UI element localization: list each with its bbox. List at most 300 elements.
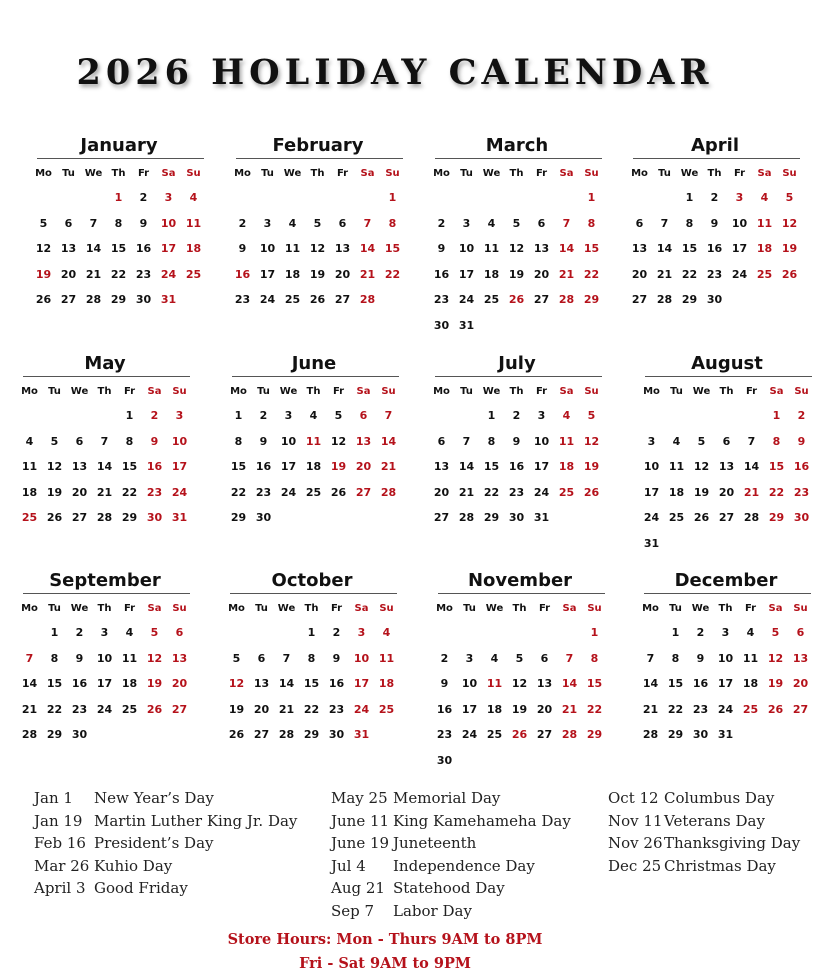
holiday-item xyxy=(331,832,601,855)
day-cell: 5 xyxy=(512,216,521,230)
day-cell: 4 xyxy=(125,626,134,639)
day-cell: 29 xyxy=(583,293,600,306)
empty-cell xyxy=(454,403,479,429)
day-cell: 4 xyxy=(490,651,499,665)
day-cell: 10 xyxy=(458,242,475,255)
day-cell: 18 xyxy=(742,677,759,690)
empty-cell xyxy=(432,620,457,646)
month-divider xyxy=(435,376,602,377)
day-cell: 3 xyxy=(537,409,546,422)
weekday-header: Mo xyxy=(631,168,648,179)
day-cell: 12 xyxy=(46,460,63,473)
day-grid xyxy=(638,598,816,748)
day-cell: 6 xyxy=(338,216,347,230)
day-cell: 2 xyxy=(440,651,449,665)
day-cell: 30 xyxy=(433,318,450,332)
day-cell: 30 xyxy=(328,728,345,741)
day-cell: 25 xyxy=(756,267,773,281)
day-cell: 1 xyxy=(587,191,596,204)
weekday-header: Th xyxy=(97,603,112,614)
day-cell: 11 xyxy=(756,216,773,230)
day-cell: 28 xyxy=(21,728,38,741)
day-cell: 28 xyxy=(96,511,113,524)
weekday-header: We xyxy=(70,603,89,614)
weekday-header: Tu xyxy=(48,603,61,614)
month-divider xyxy=(232,376,399,377)
holiday-item xyxy=(331,855,601,878)
holiday-day-cell: 1 xyxy=(114,191,123,204)
day-cell: 20 xyxy=(253,702,270,716)
day-cell: 22 xyxy=(230,485,247,499)
month-name: July xyxy=(498,353,536,374)
day-cell: 1 xyxy=(388,191,397,204)
weekday-header: Tu xyxy=(463,603,476,614)
day-cell: 31 xyxy=(458,318,475,332)
day-cell: 18 xyxy=(378,677,395,690)
empty-cell xyxy=(714,403,739,429)
month-divider xyxy=(37,158,204,159)
day-cell: 31 xyxy=(160,293,177,306)
holiday-item xyxy=(331,787,601,810)
day-cell: 4 xyxy=(487,216,496,230)
day-cell: 22 xyxy=(681,267,698,281)
day-grid xyxy=(224,598,402,748)
day-cell: 9 xyxy=(437,242,446,255)
empty-cell xyxy=(739,403,764,429)
day-cell: 20 xyxy=(171,677,188,690)
day-cell: 22 xyxy=(46,702,63,716)
day-cell: 14 xyxy=(380,434,397,448)
weekday-header: Mo xyxy=(21,603,38,614)
day-cell: 28 xyxy=(743,511,760,524)
holiday-item xyxy=(331,877,601,900)
holiday-name: Good Friday xyxy=(94,879,188,898)
holiday-name: Columbus Day xyxy=(664,789,775,807)
day-cell: 31 xyxy=(353,728,370,741)
weekday-header: Fr xyxy=(123,603,136,614)
day-cell: 8 xyxy=(114,216,123,230)
day-cell: 8 xyxy=(685,216,694,230)
day-cell: 22 xyxy=(303,702,320,716)
holiday-day-cell: 12 xyxy=(228,677,245,690)
holiday-item xyxy=(331,900,601,923)
day-cell: 22 xyxy=(768,485,785,499)
holiday-date: Mar 26 xyxy=(34,856,90,875)
weekday-header: We xyxy=(277,603,296,614)
day-cell: 30 xyxy=(793,511,810,524)
holiday-item xyxy=(331,810,601,833)
weekday-header: Tu xyxy=(257,386,270,397)
weekday-header: Fr xyxy=(535,386,548,397)
day-cell: 28 xyxy=(561,728,578,741)
day-cell: 1 xyxy=(234,409,243,422)
day-cell: 2 xyxy=(797,409,806,422)
day-cell: 29 xyxy=(46,728,63,741)
day-cell: 18 xyxy=(558,460,575,473)
holiday-item xyxy=(34,855,304,878)
empty-cell xyxy=(689,403,714,429)
weekday-header: Fr xyxy=(744,603,757,614)
empty-cell xyxy=(230,185,255,211)
holiday-name: Labor Day xyxy=(393,901,472,920)
day-cell: 3 xyxy=(357,626,366,639)
day-cell: 11 xyxy=(121,651,138,665)
weekday-header: Mo xyxy=(642,603,659,614)
month-april xyxy=(625,134,805,313)
day-cell: 7 xyxy=(660,216,669,230)
weekday-header: Sa xyxy=(147,386,162,397)
day-cell: 19 xyxy=(583,460,600,473)
weekday-header: Sa xyxy=(559,168,574,179)
day-cell: 10 xyxy=(353,651,370,665)
day-cell: 12 xyxy=(146,651,163,665)
empty-cell xyxy=(652,185,677,211)
day-cell: 15 xyxy=(586,677,603,690)
day-cell: 16 xyxy=(508,460,525,473)
weekday-header: Fr xyxy=(123,386,136,397)
day-cell: 11 xyxy=(284,242,301,255)
empty-cell xyxy=(56,185,81,211)
day-cell: 17 xyxy=(533,460,550,473)
day-cell: 28 xyxy=(278,728,295,741)
day-cell: 22 xyxy=(121,485,138,499)
day-cell: 6 xyxy=(635,216,644,230)
day-cell: 25 xyxy=(305,485,322,499)
day-cell: 21 xyxy=(96,485,113,499)
day-cell: 28 xyxy=(85,293,102,306)
day-cell: 26 xyxy=(146,702,163,716)
day-cell: 20 xyxy=(71,485,88,499)
day-cell: 11 xyxy=(483,242,500,255)
holiday-day-cell: 26 xyxy=(508,293,525,306)
weekday-header: Sa xyxy=(147,603,162,614)
weekday-header: Su xyxy=(794,386,809,397)
holiday-day-cell: 25 xyxy=(21,511,38,524)
day-cell: 13 xyxy=(171,651,188,665)
day-cell: 13 xyxy=(536,677,553,690)
day-cell: 14 xyxy=(656,242,673,255)
day-cell: 29 xyxy=(586,728,603,741)
day-cell: 19 xyxy=(146,677,163,690)
day-cell: 24 xyxy=(731,267,748,281)
day-cell: 24 xyxy=(96,702,113,716)
month-name: September xyxy=(49,570,161,591)
holiday-name: Thanksgiving Day xyxy=(664,834,801,853)
weekday-header: Th xyxy=(719,386,734,397)
holiday-column xyxy=(331,787,601,923)
day-cell: 7 xyxy=(363,216,372,230)
day-cell: 8 xyxy=(234,434,243,448)
day-cell: 4 xyxy=(189,191,198,204)
day-cell: 19 xyxy=(46,485,63,499)
day-cell: 13 xyxy=(71,460,88,473)
month-divider xyxy=(645,376,812,377)
weekday-header: We xyxy=(485,603,504,614)
day-cell: 20 xyxy=(631,267,648,281)
month-name: August xyxy=(691,353,763,374)
day-cell: 3 xyxy=(462,216,471,230)
day-cell: 28 xyxy=(458,511,475,524)
day-cell: 10 xyxy=(96,651,113,665)
holiday-date: Jul 4 xyxy=(331,856,366,875)
weekday-header: Su xyxy=(381,386,396,397)
holiday-name: President’s Day xyxy=(94,834,214,853)
weekday-header: Su xyxy=(172,603,187,614)
weekday-header: Mo xyxy=(433,386,450,397)
day-cell: 30 xyxy=(508,511,525,524)
month-november xyxy=(430,569,610,773)
day-cell: 23 xyxy=(255,485,272,499)
day-cell: 8 xyxy=(487,434,496,448)
month-name: April xyxy=(690,135,740,156)
weekday-header: Th xyxy=(707,168,722,179)
weekday-header: Sa xyxy=(161,168,176,179)
day-cell: 23 xyxy=(692,702,709,716)
day-grid xyxy=(17,381,195,531)
day-cell: 9 xyxy=(710,216,719,230)
day-cell: 27 xyxy=(253,728,270,741)
day-cell: 23 xyxy=(146,485,163,499)
day-cell: 5 xyxy=(771,626,780,639)
month-name: January xyxy=(80,135,158,156)
holiday-day-cell: 11 xyxy=(305,434,322,448)
day-cell: 8 xyxy=(388,216,397,230)
day-cell: 28 xyxy=(359,293,376,306)
day-cell: 5 xyxy=(697,434,706,448)
day-cell: 13 xyxy=(792,651,809,665)
day-cell: 27 xyxy=(355,485,372,499)
day-grid xyxy=(226,381,404,531)
day-cell: 24 xyxy=(160,267,177,281)
day-cell: 16 xyxy=(433,267,450,281)
weekday-header: Su xyxy=(385,168,400,179)
holiday-name: Veterans Day xyxy=(664,811,765,830)
day-cell: 1 xyxy=(125,409,134,422)
weekday-header: Th xyxy=(310,168,325,179)
day-cell: 22 xyxy=(583,267,600,281)
day-cell: 23 xyxy=(135,267,152,281)
day-cell: 2 xyxy=(710,191,719,204)
day-cell: 28 xyxy=(642,728,659,741)
holiday-date: Nov 11 xyxy=(608,811,663,830)
day-cell: 15 xyxy=(230,460,247,473)
day-cell: 25 xyxy=(486,728,503,741)
day-grid xyxy=(627,163,805,313)
holiday-day-cell: 4 xyxy=(562,409,571,422)
day-cell: 3 xyxy=(721,626,730,639)
holiday-date: Jan 19 xyxy=(34,811,83,830)
holiday-date: Sep 7 xyxy=(331,901,375,920)
day-cell: 4 xyxy=(288,216,297,230)
day-cell: 18 xyxy=(483,267,500,281)
month-divider xyxy=(644,593,811,594)
empty-cell xyxy=(532,620,557,646)
day-cell: 26 xyxy=(781,267,798,281)
month-name: October xyxy=(271,570,353,591)
weekday-header: Tu xyxy=(670,386,683,397)
month-june xyxy=(224,352,404,531)
day-cell: 7 xyxy=(565,651,574,665)
day-cell: 12 xyxy=(583,434,600,448)
weekday-header: Mo xyxy=(234,168,251,179)
weekday-header: Mo xyxy=(228,603,245,614)
day-cell: 20 xyxy=(718,485,735,499)
day-cell: 8 xyxy=(587,216,596,230)
day-cell: 13 xyxy=(433,460,450,473)
day-cell: 3 xyxy=(465,651,474,665)
day-cell: 10 xyxy=(259,242,276,255)
day-cell: 2 xyxy=(238,216,247,230)
day-cell: 16 xyxy=(255,460,272,473)
weekday-header: Mo xyxy=(436,603,453,614)
day-cell: 5 xyxy=(334,409,343,422)
day-cell: 11 xyxy=(378,651,395,665)
weekday-header: We xyxy=(482,386,501,397)
day-cell: 5 xyxy=(150,626,159,639)
holiday-name: New Year’s Day xyxy=(94,789,214,807)
holiday-date: April 3 xyxy=(34,879,86,898)
day-cell: 10 xyxy=(160,216,177,230)
day-cell: 30 xyxy=(71,728,88,741)
weekday-header: Su xyxy=(172,386,187,397)
day-cell: 24 xyxy=(458,293,475,306)
day-cell: 22 xyxy=(483,485,500,499)
holiday-day-cell: 11 xyxy=(486,677,503,690)
weekday-header: Su xyxy=(793,603,808,614)
holiday-name: Juneteenth xyxy=(393,834,477,853)
day-cell: 16 xyxy=(135,242,152,255)
holiday-date: Nov 26 xyxy=(608,834,663,853)
day-cell: 20 xyxy=(533,267,550,281)
day-cell: 14 xyxy=(558,242,575,255)
weekday-header: Fr xyxy=(332,386,345,397)
store-hours-weekend: Fri - Sat 9AM to 9PM xyxy=(299,955,471,972)
day-cell: 7 xyxy=(89,216,98,230)
day-cell: 9 xyxy=(332,651,341,665)
day-cell: 30 xyxy=(146,511,163,524)
day-cell: 4 xyxy=(25,434,34,448)
day-cell: 11 xyxy=(21,460,38,473)
day-cell: 10 xyxy=(643,460,660,473)
day-cell: 16 xyxy=(146,460,163,473)
day-cell: 9 xyxy=(75,651,84,665)
holiday-name: Martin Luther King Jr. Day xyxy=(94,811,298,830)
day-cell: 3 xyxy=(647,434,656,448)
day-cell: 26 xyxy=(693,511,710,524)
weekday-header: Sa xyxy=(757,168,772,179)
day-cell: 19 xyxy=(511,702,528,716)
day-cell: 15 xyxy=(303,677,320,690)
day-cell: 4 xyxy=(309,409,318,422)
day-cell: 27 xyxy=(631,293,648,306)
day-cell: 21 xyxy=(359,267,376,281)
holiday-item xyxy=(608,787,826,810)
day-cell: 1 xyxy=(671,626,680,639)
empty-cell xyxy=(638,620,663,646)
day-cell: 13 xyxy=(60,242,77,255)
day-cell: 9 xyxy=(440,677,449,690)
day-cell: 11 xyxy=(185,216,202,230)
day-cell: 11 xyxy=(668,460,685,473)
day-grid xyxy=(429,381,607,531)
day-cell: 6 xyxy=(540,651,549,665)
holiday-item xyxy=(608,810,826,833)
empty-cell xyxy=(305,185,330,211)
store-hours-weekdays: Store Hours: Mon - Thurs 9AM to 8PM xyxy=(227,931,543,948)
weekday-header: Sa xyxy=(356,386,371,397)
weekday-header: We xyxy=(84,168,103,179)
month-name: June xyxy=(291,353,337,374)
day-cell: 16 xyxy=(436,702,453,716)
month-divider xyxy=(230,593,397,594)
day-cell: 7 xyxy=(462,434,471,448)
weekday-header: Sa xyxy=(768,603,783,614)
day-cell: 15 xyxy=(110,242,127,255)
month-divider xyxy=(236,158,403,159)
day-cell: 21 xyxy=(380,460,397,473)
weekday-header: Mo xyxy=(643,386,660,397)
day-cell: 21 xyxy=(642,702,659,716)
day-cell: 18 xyxy=(21,485,38,499)
holiday-column xyxy=(608,787,826,877)
empty-cell xyxy=(429,403,454,429)
month-divider xyxy=(23,376,190,377)
day-cell: 21 xyxy=(656,267,673,281)
holiday-item xyxy=(608,832,826,855)
empty-cell xyxy=(17,403,42,429)
empty-cell xyxy=(627,185,652,211)
holiday-name: Memorial Day xyxy=(393,789,501,807)
holiday-item xyxy=(34,787,304,810)
weekday-header: Th xyxy=(306,386,321,397)
day-cell: 19 xyxy=(228,702,245,716)
day-cell: 14 xyxy=(642,677,659,690)
day-cell: 21 xyxy=(561,702,578,716)
day-cell: 26 xyxy=(767,702,784,716)
empty-cell xyxy=(479,185,504,211)
day-cell: 24 xyxy=(171,485,188,499)
weekday-header: Mo xyxy=(230,386,247,397)
day-cell: 6 xyxy=(257,651,266,665)
day-cell: 14 xyxy=(359,242,376,255)
day-cell: 3 xyxy=(164,191,173,204)
empty-cell xyxy=(639,403,664,429)
day-cell: 6 xyxy=(437,434,446,448)
day-cell: 6 xyxy=(75,434,84,448)
day-cell: 19 xyxy=(781,242,798,255)
weekday-header: Sa xyxy=(769,386,784,397)
day-cell: 20 xyxy=(355,460,372,473)
weekday-header: Fr xyxy=(538,603,551,614)
day-cell: 13 xyxy=(718,460,735,473)
day-cell: 25 xyxy=(668,511,685,524)
day-cell: 16 xyxy=(328,677,345,690)
day-cell: 29 xyxy=(768,511,785,524)
day-cell: 27 xyxy=(792,702,809,716)
day-cell: 1 xyxy=(772,409,781,422)
day-cell: 21 xyxy=(458,485,475,499)
day-cell: 15 xyxy=(483,460,500,473)
holiday-item xyxy=(34,810,304,833)
weekday-header: Sa xyxy=(360,168,375,179)
day-cell: 23 xyxy=(71,702,88,716)
day-cell: 30 xyxy=(255,511,272,524)
day-cell: 27 xyxy=(71,511,88,524)
day-cell: 30 xyxy=(135,293,152,306)
day-cell: 17 xyxy=(160,242,177,255)
day-cell: 23 xyxy=(436,728,453,741)
day-cell: 15 xyxy=(681,242,698,255)
